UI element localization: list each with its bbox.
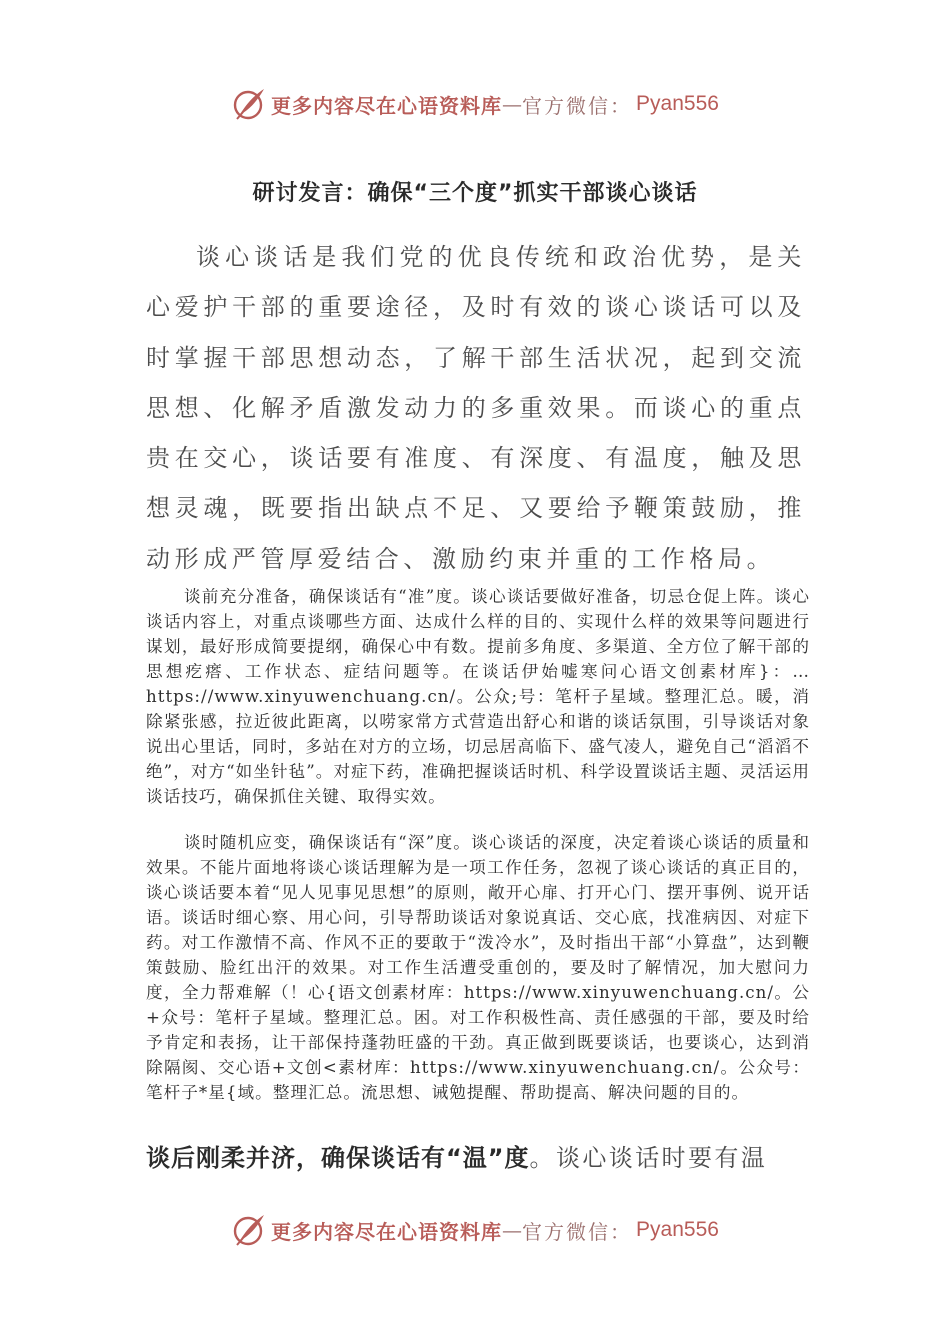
banner-brand: 更多内容尽在心语资料库	[271, 93, 503, 118]
banner-brand: 更多内容尽在心语资料库	[271, 1219, 503, 1244]
quill-pen-logo-icon	[231, 1212, 267, 1248]
body-paragraph-depth: 谈时随机应变，确保谈话有“深”度。谈心谈话的深度，决定着谈心谈话的质量和效果。不能片面地将谈心谈话理解为是一项工作任务，忽视了谈心谈话的真正目的，谈心谈话要本着“见人见事见思想”的原则，敞开心扉、打开心门、摆开事例、说开话语。谈话时细心察、用心问，引导帮助谈话对象说真话、交心底，找准病因、对症下药。对工作激情不高、作风不正的要敢于“泼冷水”，及时指出干部“小算盘”，达到鞭策鼓励、脸红出汗的效果。对工作生活遭受重创的，要及时了解情况，加大慰问力度，全力帮难解（！心{语文创素材库：https://www.xinyuwenchuang.cn/。公+众号：笔杆子星域。整理汇总。困。对工作积极性高、责任感强的干部，要及时给予肯定和表扬，让干部保持蓬勃旺盛的干劲。真正做到既要谈话，也要谈心，达到消除隔阂、交心语+文创<素材库：https://www.xinyuwenchuang.cn/。公众号：笔杆子*星{域。整理汇总。流思想、诫勉提醒、帮助提高、解决问题的目的。	[146, 833, 810, 1102]
banner-wechat-label: 官方微信：	[522, 1219, 633, 1244]
banner-wechat-id: Pyan556	[636, 92, 719, 115]
document-title: 研讨发言：确保“三个度”抓实干部谈心谈话	[252, 181, 698, 206]
banner-separator: —	[502, 1218, 523, 1242]
warmth-heading: 谈后刚柔并济，确保谈话有“温”度	[146, 1144, 530, 1172]
body-paragraph-accuracy: 谈前充分准备，确保谈话有“准”度。谈心谈话要做好准备，切忌仓促上阵。谈心谈话内容上，对重点谈哪些方面、达成什么样的目的、实现什么样的效果等问题进行谋划，最好形成简要提纲，确保心中有数。提前多角度、多渠道、全方位了解干部的思想疙瘩、工作状态、症结问题等。在谈话伊始嘘寒问心语文创素材库}：…https://www.xinyuwenchuang.cn/。公众;号：笔杆子星域。整理汇总。暖，消除紧张感，拉近彼此距离，以唠家常方式营造出舒心和谐的谈话氛围，引导谈话对象说出心里话，同时，多站在对方的立场，切忌居高临下、盛气凌人，避免自己“滔滔不绝”，对方“如坐针毡”。对症下药，准确把握谈话时机、科学设置谈话主题、灵活运用谈话技巧，确保抓住关键、取得实效。	[146, 587, 810, 806]
warmth-text: 。谈心谈话时要有温	[529, 1144, 768, 1172]
footer-banner	[0, 1208, 950, 1252]
quill-pen-logo-icon	[231, 86, 267, 122]
body-paragraph-warmth	[146, 1140, 826, 1176]
banner-wechat-label: 官方微信：	[522, 93, 633, 118]
intro-paragraph: 谈心谈话是我们党的优良传统和政治优势，是关心爱护干部的重要途径，及时有效的谈心谈话可以及时掌握干部思想动态，了解干部生活状况，起到交流思想、化解矛盾激发动力的多重效果。而谈心的重点贵在交心，谈话要有准度、有深度、有温度，触及思想灵魂，既要指出缺点不足、又要给予鞭策鼓励，推动形成严管厚爱结合、激励约束并重的工作格局。	[146, 243, 806, 573]
banner-separator: —	[502, 92, 523, 116]
banner-wechat-id: Pyan556	[636, 1218, 719, 1241]
header-banner	[0, 82, 950, 126]
